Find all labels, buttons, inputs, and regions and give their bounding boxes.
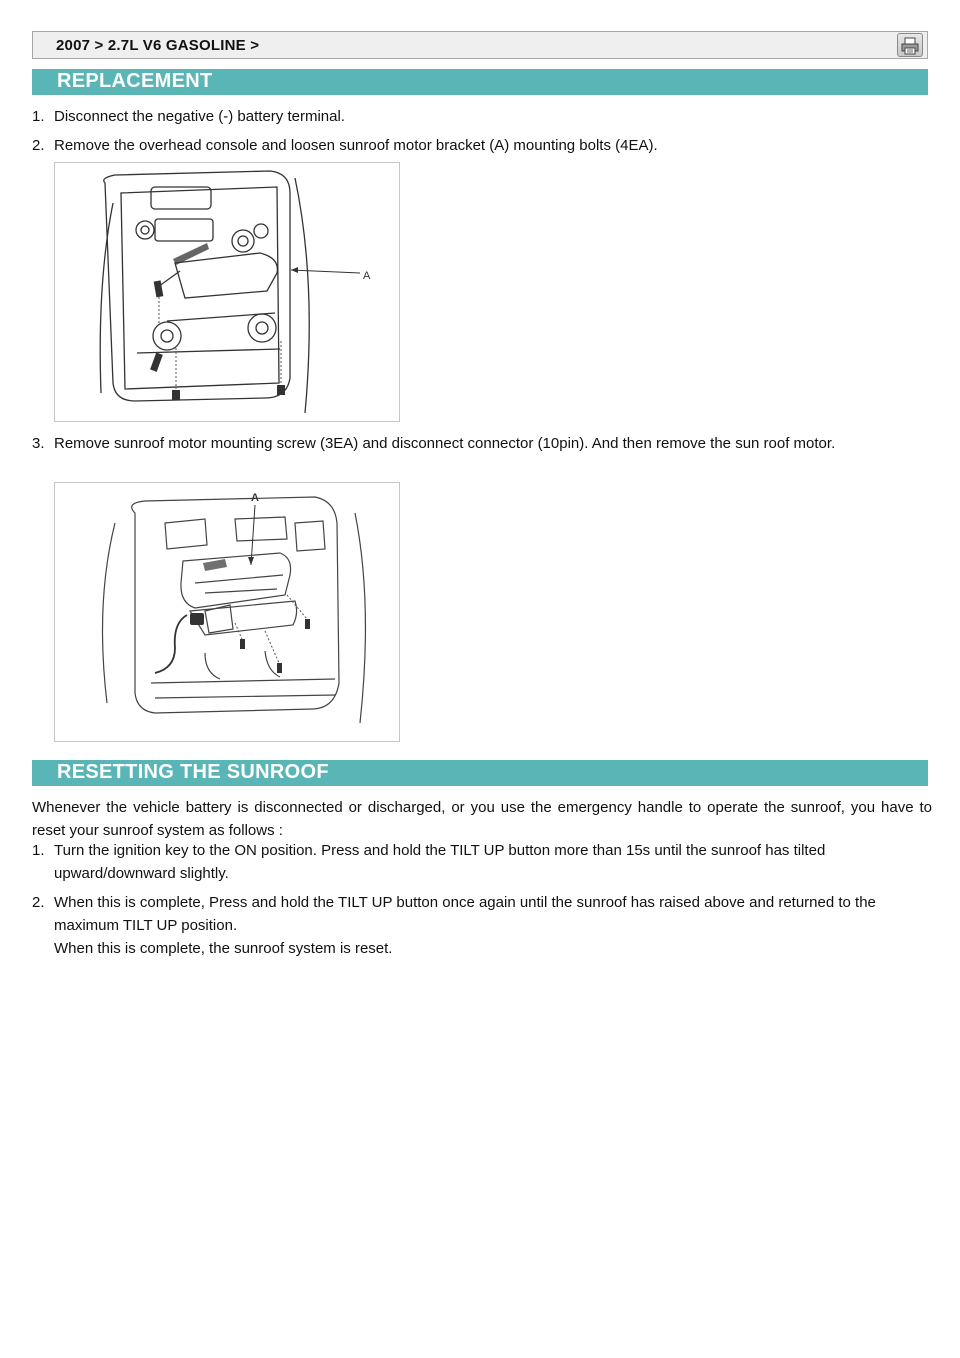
step-number: 2. [32,137,45,154]
replacement-step-3 [32,432,912,455]
step-number: 1. [32,842,45,859]
print-button[interactable] [897,33,923,57]
step-text: Remove sunroof motor mounting screw (3EA) and disconnect connector (10pin). And then remove the sun roof motor. [54,435,836,452]
step-number: 2. [32,894,45,911]
motor-bracket-illustration [55,163,399,421]
figure-label: A [363,270,371,282]
step-text: Remove the overhead console and loosen sunroof motor bracket (A) mounting bolts (4EA). [54,137,658,154]
list-item [32,105,912,128]
section-header-resetting [32,760,928,786]
step-number: 1. [32,108,45,125]
breadcrumb [32,31,928,59]
figure-label: A [251,492,259,504]
step-text: Turn the ignition key to the ON position. Press and hold the TILT UP button more than 15s until the sunroof has tilted upward/downward slightly. [54,842,826,882]
list-item [32,134,912,157]
printer-icon [901,37,919,55]
resetting-intro: Whenever the vehicle battery is disconnected or discharged, or you use the emergency handle to operate the sunroof, you have to reset your sunroof system as follows : [32,799,932,839]
list-item [32,839,912,885]
sunroof-motor-illustration [55,483,399,741]
resetting-steps [32,839,912,960]
list-item [32,891,912,960]
section-title: RESETTING THE SUNROOF [57,761,329,783]
breadcrumb-text: 2007 > 2.7L V6 GASOLINE > [56,37,260,54]
section-header-replacement [32,69,928,95]
step-number: 3. [32,435,45,452]
step-text: Disconnect the negative (-) battery terminal. [54,108,345,125]
section-title: REPLACEMENT [57,70,213,92]
step-text: When this is complete, Press and hold the TILT UP button once again until the sunroof has raised above and returned to the maximum TILT UP position. [54,894,876,934]
figure-sunroof-motor [54,482,400,742]
step-text-continued: When this is complete, the sunroof system is reset. [54,940,393,957]
replacement-steps [32,105,912,157]
figure-motor-bracket [54,162,400,422]
list-item [32,432,912,455]
